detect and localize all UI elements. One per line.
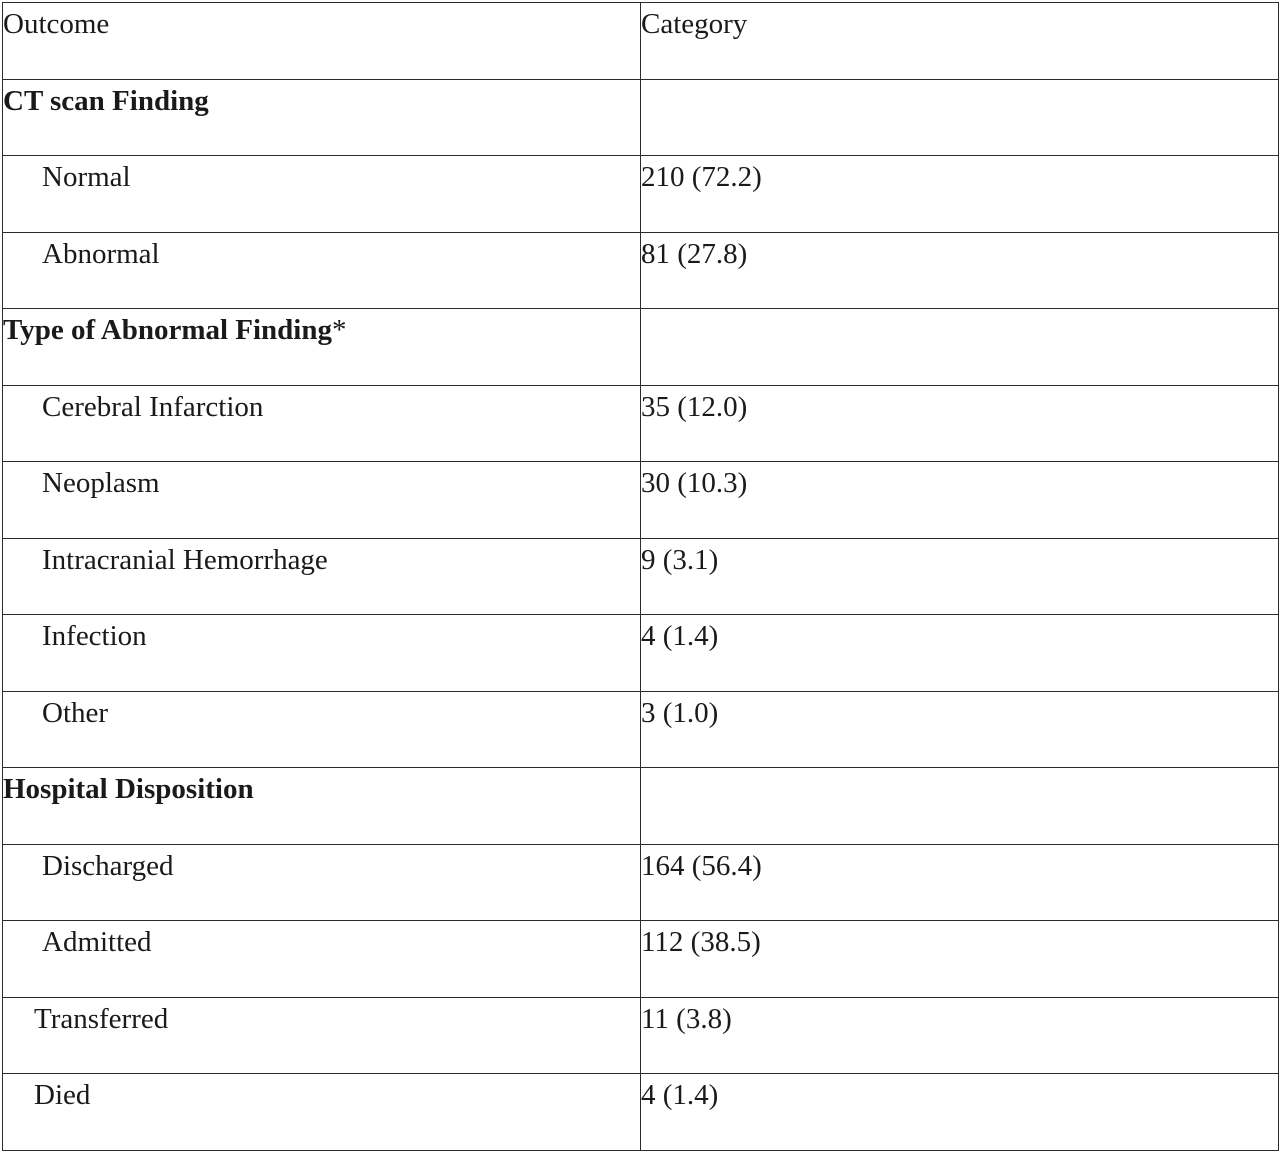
footnote-marker: * [332,314,347,346]
table-row [3,997,1279,1074]
row-value: 210 (72.2) [641,161,762,193]
section-label-cell [3,768,641,845]
row-value: 4 (1.4) [641,620,719,652]
section-label: CT scan Finding [3,84,209,117]
section-row-hospital-disposition [3,768,1279,845]
section-label [3,309,347,350]
row-label: Normal [42,161,131,193]
row-label: Intracranial Hemorrhage [42,543,328,576]
row-label: Admitted [42,926,152,958]
row-label-cell [3,615,641,692]
row-label-cell [3,462,641,539]
row-value: 112 (38.5) [641,926,761,958]
table-row [3,156,1279,233]
row-label: Neoplasm [42,467,160,499]
row-value: 3 (1.0) [641,696,719,729]
section-row-ct-scan-finding [3,79,1279,156]
row-value-cell [641,1074,1279,1151]
section-value-cell [641,79,1279,156]
section-row-type-of-abnormal-finding [3,309,1279,386]
row-value-cell [641,921,1279,998]
table-row [3,1074,1279,1151]
table-row [3,462,1279,539]
row-value-cell [641,997,1279,1074]
outcomes-table [2,2,1279,1151]
row-value: 9 (3.1) [641,543,719,576]
table-row [3,921,1279,998]
row-value-cell [641,615,1279,692]
row-value-cell [641,156,1279,233]
row-value-cell [641,462,1279,539]
row-label: Infection [42,620,147,652]
row-label-cell [3,232,641,309]
header-outcome [3,3,641,80]
row-label: Discharged [42,849,174,882]
table-row [3,615,1279,692]
row-label-cell [3,844,641,921]
row-value-cell [641,232,1279,309]
row-label-cell [3,921,641,998]
row-label-cell [3,997,641,1074]
header-category-text: Category [641,8,748,40]
table-row [3,691,1279,768]
row-value-cell [641,538,1279,615]
row-label-cell [3,691,641,768]
header-category [641,3,1279,80]
row-label-cell [3,1074,641,1151]
section-label-cell [3,79,641,156]
section-value-cell [641,768,1279,845]
row-value: 164 (56.4) [641,849,762,882]
row-label: Died [34,1079,91,1111]
row-label-cell [3,538,641,615]
row-value: 35 (12.0) [641,390,748,423]
section-label: Hospital Disposition [3,773,254,805]
table-row [3,385,1279,462]
row-value: 30 (10.3) [641,467,748,499]
section-label-text: Type of Abnormal Finding [3,314,332,346]
row-label: Other [42,696,109,729]
row-label: Abnormal [42,237,160,270]
row-label-cell [3,385,641,462]
table-row [3,232,1279,309]
row-value-cell [641,844,1279,921]
row-value: 11 (3.8) [641,1002,732,1035]
row-label: Cerebral Infarction [42,390,264,423]
table-row [3,538,1279,615]
row-value: 4 (1.4) [641,1079,719,1111]
row-value-cell [641,385,1279,462]
row-value: 81 (27.8) [641,237,748,270]
header-row [3,3,1279,80]
row-label: Transferred [34,1002,169,1035]
section-label-cell [3,309,641,386]
row-value-cell [641,691,1279,768]
table-row [3,844,1279,921]
row-label-cell [3,156,641,233]
section-value-cell [641,309,1279,386]
header-outcome-text: Outcome [3,8,110,40]
